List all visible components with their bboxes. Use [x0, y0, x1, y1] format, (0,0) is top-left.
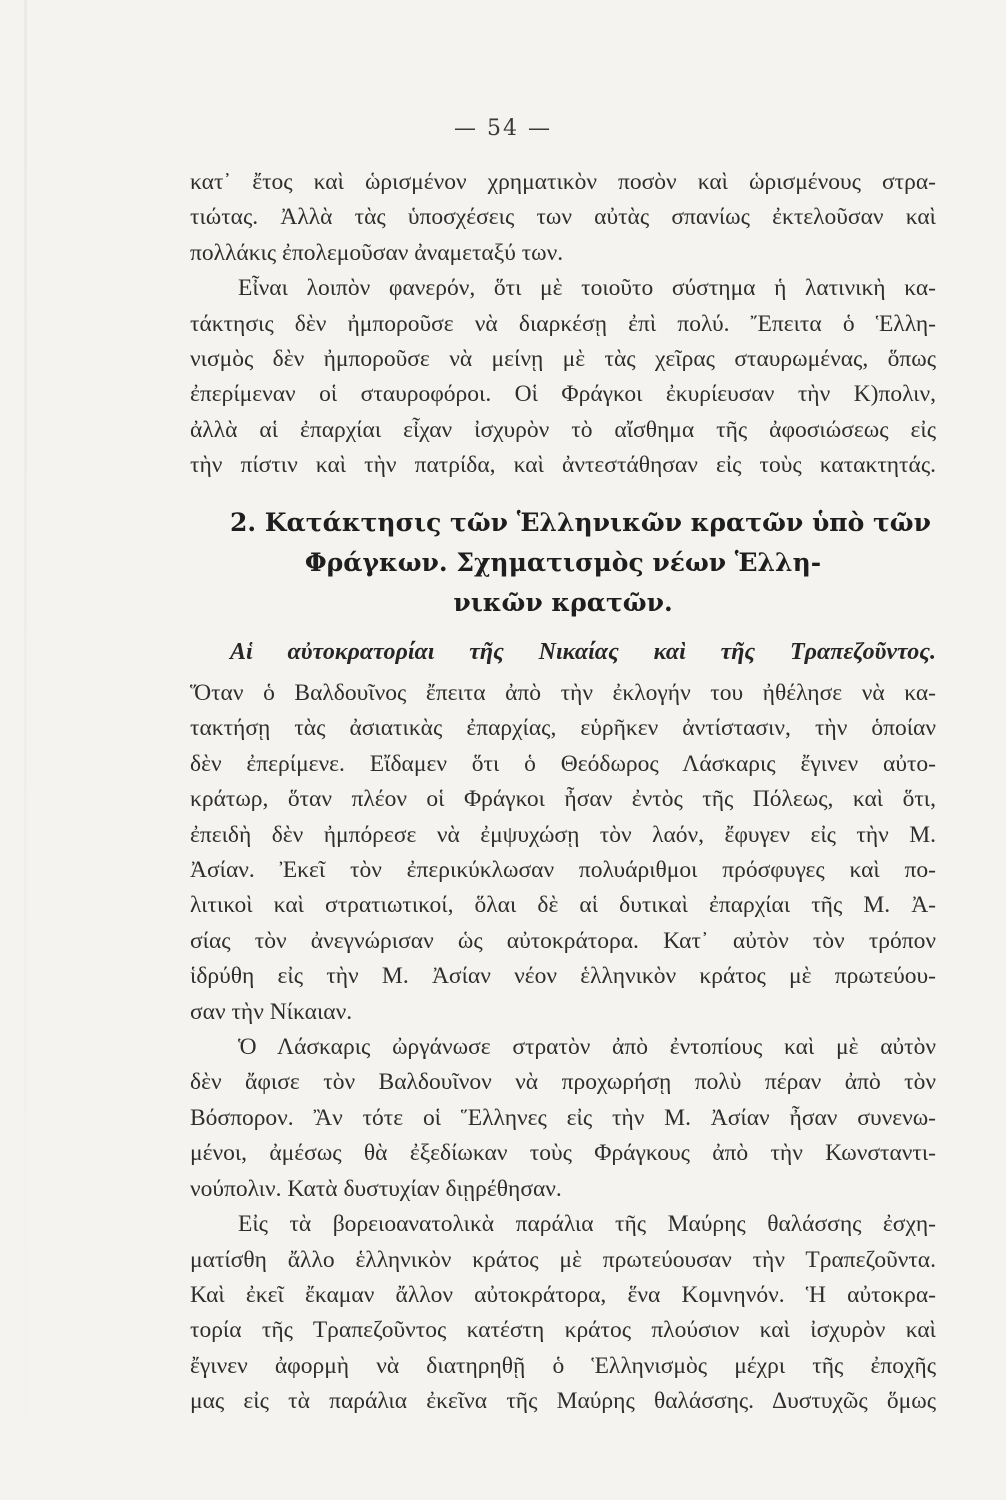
- text-line: λιτικοὶ καὶ στρατιωτικοί, ὅλαι δὲ αἱ δυτικαὶ ἐπαρχίαι τῆς Μ. Ἀ-: [190, 892, 936, 919]
- section-heading: [190, 503, 936, 623]
- heading-line: νικῶν κρατῶν.: [453, 588, 673, 617]
- text-line: ἐπερίμεναν οἱ σταυροφόροι. Οἱ Φράγκοι ἐκυρίευσαν τὴν Κ)πολιν,: [190, 381, 936, 408]
- subheading: Αἱ αὐτοκρατορίαι τῆς Νικαίας καὶ τῆς Τραπεζοῦντος.: [230, 639, 936, 665]
- text-line: τορία τῆς Τραπεζοῦντος κατέστη κράτος πλούσιον καὶ ἰσχυρὸν καὶ: [190, 1317, 936, 1344]
- text-line: σαν τὴν Νίκαιαν.: [190, 998, 353, 1025]
- main-text: [190, 676, 936, 1420]
- text-line: Ἀσίαν. Ἐκεῖ τὸν ἐπερικύκλωσαν πολυάριθμοι πρόσφυγες καὶ πο-: [190, 857, 936, 884]
- page-number: — 54 —: [454, 116, 552, 141]
- heading-line: 2. Κατάκτησις τῶν Ἑλληνικῶν κρατῶν ὑπὸ τῶν: [230, 508, 931, 537]
- text-line: Ὅταν ὁ Βαλδουῖνος ἔπειτα ἀπὸ τὴν ἐκλογήν του ἠθέλησε νὰ κα-: [190, 680, 936, 706]
- text-line: μας εἰς τὰ παράλια ἐκεῖνα τῆς Μαύρης θαλάσσης. Δυστυχῶς ὅμως: [190, 1388, 936, 1415]
- text-line: τιώτας. Ἀλλὰ τὰς ὑποσχέσεις των αὐτὰς σπανίως ἐκτελοῦσαν καὶ: [190, 204, 936, 231]
- text-line: Εἰς τὰ βορειοανατολικὰ παράλια τῆς Μαύρης θαλάσσης ἐσχη-: [238, 1211, 936, 1238]
- text-line: πολλάκις ἐπολεμοῦσαν ἀναμεταξύ των.: [190, 239, 564, 266]
- text-line: νούπολιν. Κατὰ δυστυχίαν διῃρέθησαν.: [190, 1175, 562, 1202]
- text-line: τὴν πίστιν καὶ τὴν πατρίδα, καὶ ἀντεστάθησαν εἰς τοὺς κατακτητάς.: [190, 452, 936, 479]
- text-line: μένοι, ἀμέσως θὰ ἐξεδίωκαν τοὺς Φράγκους ἀπὸ τὴν Κωνσταντι-: [190, 1140, 936, 1167]
- text-line: ἀλλὰ αἱ ἐπαρχίαι εἶχαν ἰσχυρὸν τὸ αἴσθημα τῆς ἀφοσιώσεως εἰς: [190, 416, 936, 443]
- text-line: ματίσθη ἄλλο ἑλληνικὸν κράτος μὲ πρωτεύουσαν τὴν Τραπεζοῦντα.: [190, 1246, 936, 1273]
- page-edge-shadow: [24, 0, 27, 1500]
- text-line: Εἶναι λοιπὸν φανερόν, ὅτι μὲ τοιοῦτο σύστημα ἡ λατινικὴ κα-: [238, 275, 936, 302]
- heading-line: Φράγκων. Σχηματισμὸς νέων Ἑλλη-: [304, 548, 822, 577]
- text-line: δὲν ἄφισε τὸν Βαλδουῖνον νὰ προχωρήσῃ πολὺ πέραν ἀπὸ τὸν: [190, 1069, 936, 1096]
- text-line: Βόσπορον. Ἂν τότε οἱ Ἕλληνες εἰς τὴν Μ. Ἀσίαν ἦσαν συνενω-: [190, 1104, 936, 1131]
- text-line: ἱδρύθη εἰς τὴν Μ. Ἀσίαν νέον ἑλληνικὸν κράτος μὲ πρωτεύου-: [190, 963, 936, 990]
- text-line: τάκτησις δὲν ἠμποροῦσε νὰ διαρκέσῃ ἐπὶ πολύ. Ἔπειτα ὁ Ἑλλη-: [190, 310, 936, 337]
- intro-text: [190, 165, 936, 484]
- text-line: Καὶ ἐκεῖ ἔκαμαν ἄλλον αὐτοκράτορα, ἕνα Κομνηνόν. Ἡ αὐτοκρα-: [190, 1281, 936, 1308]
- text-line: σίας τὸν ἀνεγνώρισαν ὡς αὐτοκράτορα. Κατ᾽ αὐτὸν τὸν τρόπον: [190, 927, 936, 954]
- text-line: κράτωρ, ὅταν πλέον οἱ Φράγκοι ἦσαν ἐντὸς τῆς Πόλεως, καὶ ὅτι,: [190, 786, 936, 813]
- text-line: ἔγινεν ἀφορμὴ νὰ διατηρηθῇ ὁ Ἑλληνισμὸς μέχρι τῆς ἐποχῆς: [190, 1352, 936, 1379]
- text-line: κατ᾽ ἔτος καὶ ὡρισμένον χρηματικὸν ποσὸν καὶ ὡρισμένους στρα-: [190, 169, 936, 195]
- text-line: δὲν ἐπερίμενε. Εἴδαμεν ὅτι ὁ Θεόδωρος Λάσκαρις ἔγινεν αὐτο-: [190, 750, 936, 777]
- text-line: νισμὸς δὲν ἠμποροῦσε νὰ μείνῃ μὲ τὰς χεῖρας σταυρωμένας, ὅπως: [190, 346, 936, 373]
- text-line: τακτήσῃ τὰς ἀσιατικὰς ἐπαρχίας, εὑρῆκεν ἀντίστασιν, τὴν ὁποίαν: [190, 715, 936, 742]
- text-line: ἐπειδὴ δὲν ἠμπόρεσε νὰ ἐμψυχώσῃ τὸν λαόν, ἔφυγεν εἰς τὴν Μ.: [190, 821, 936, 848]
- text-line: Ὁ Λάσκαρις ὠργάνωσε στρατὸν ἀπὸ ἐντοπίους καὶ μὲ αὐτὸν: [238, 1034, 936, 1061]
